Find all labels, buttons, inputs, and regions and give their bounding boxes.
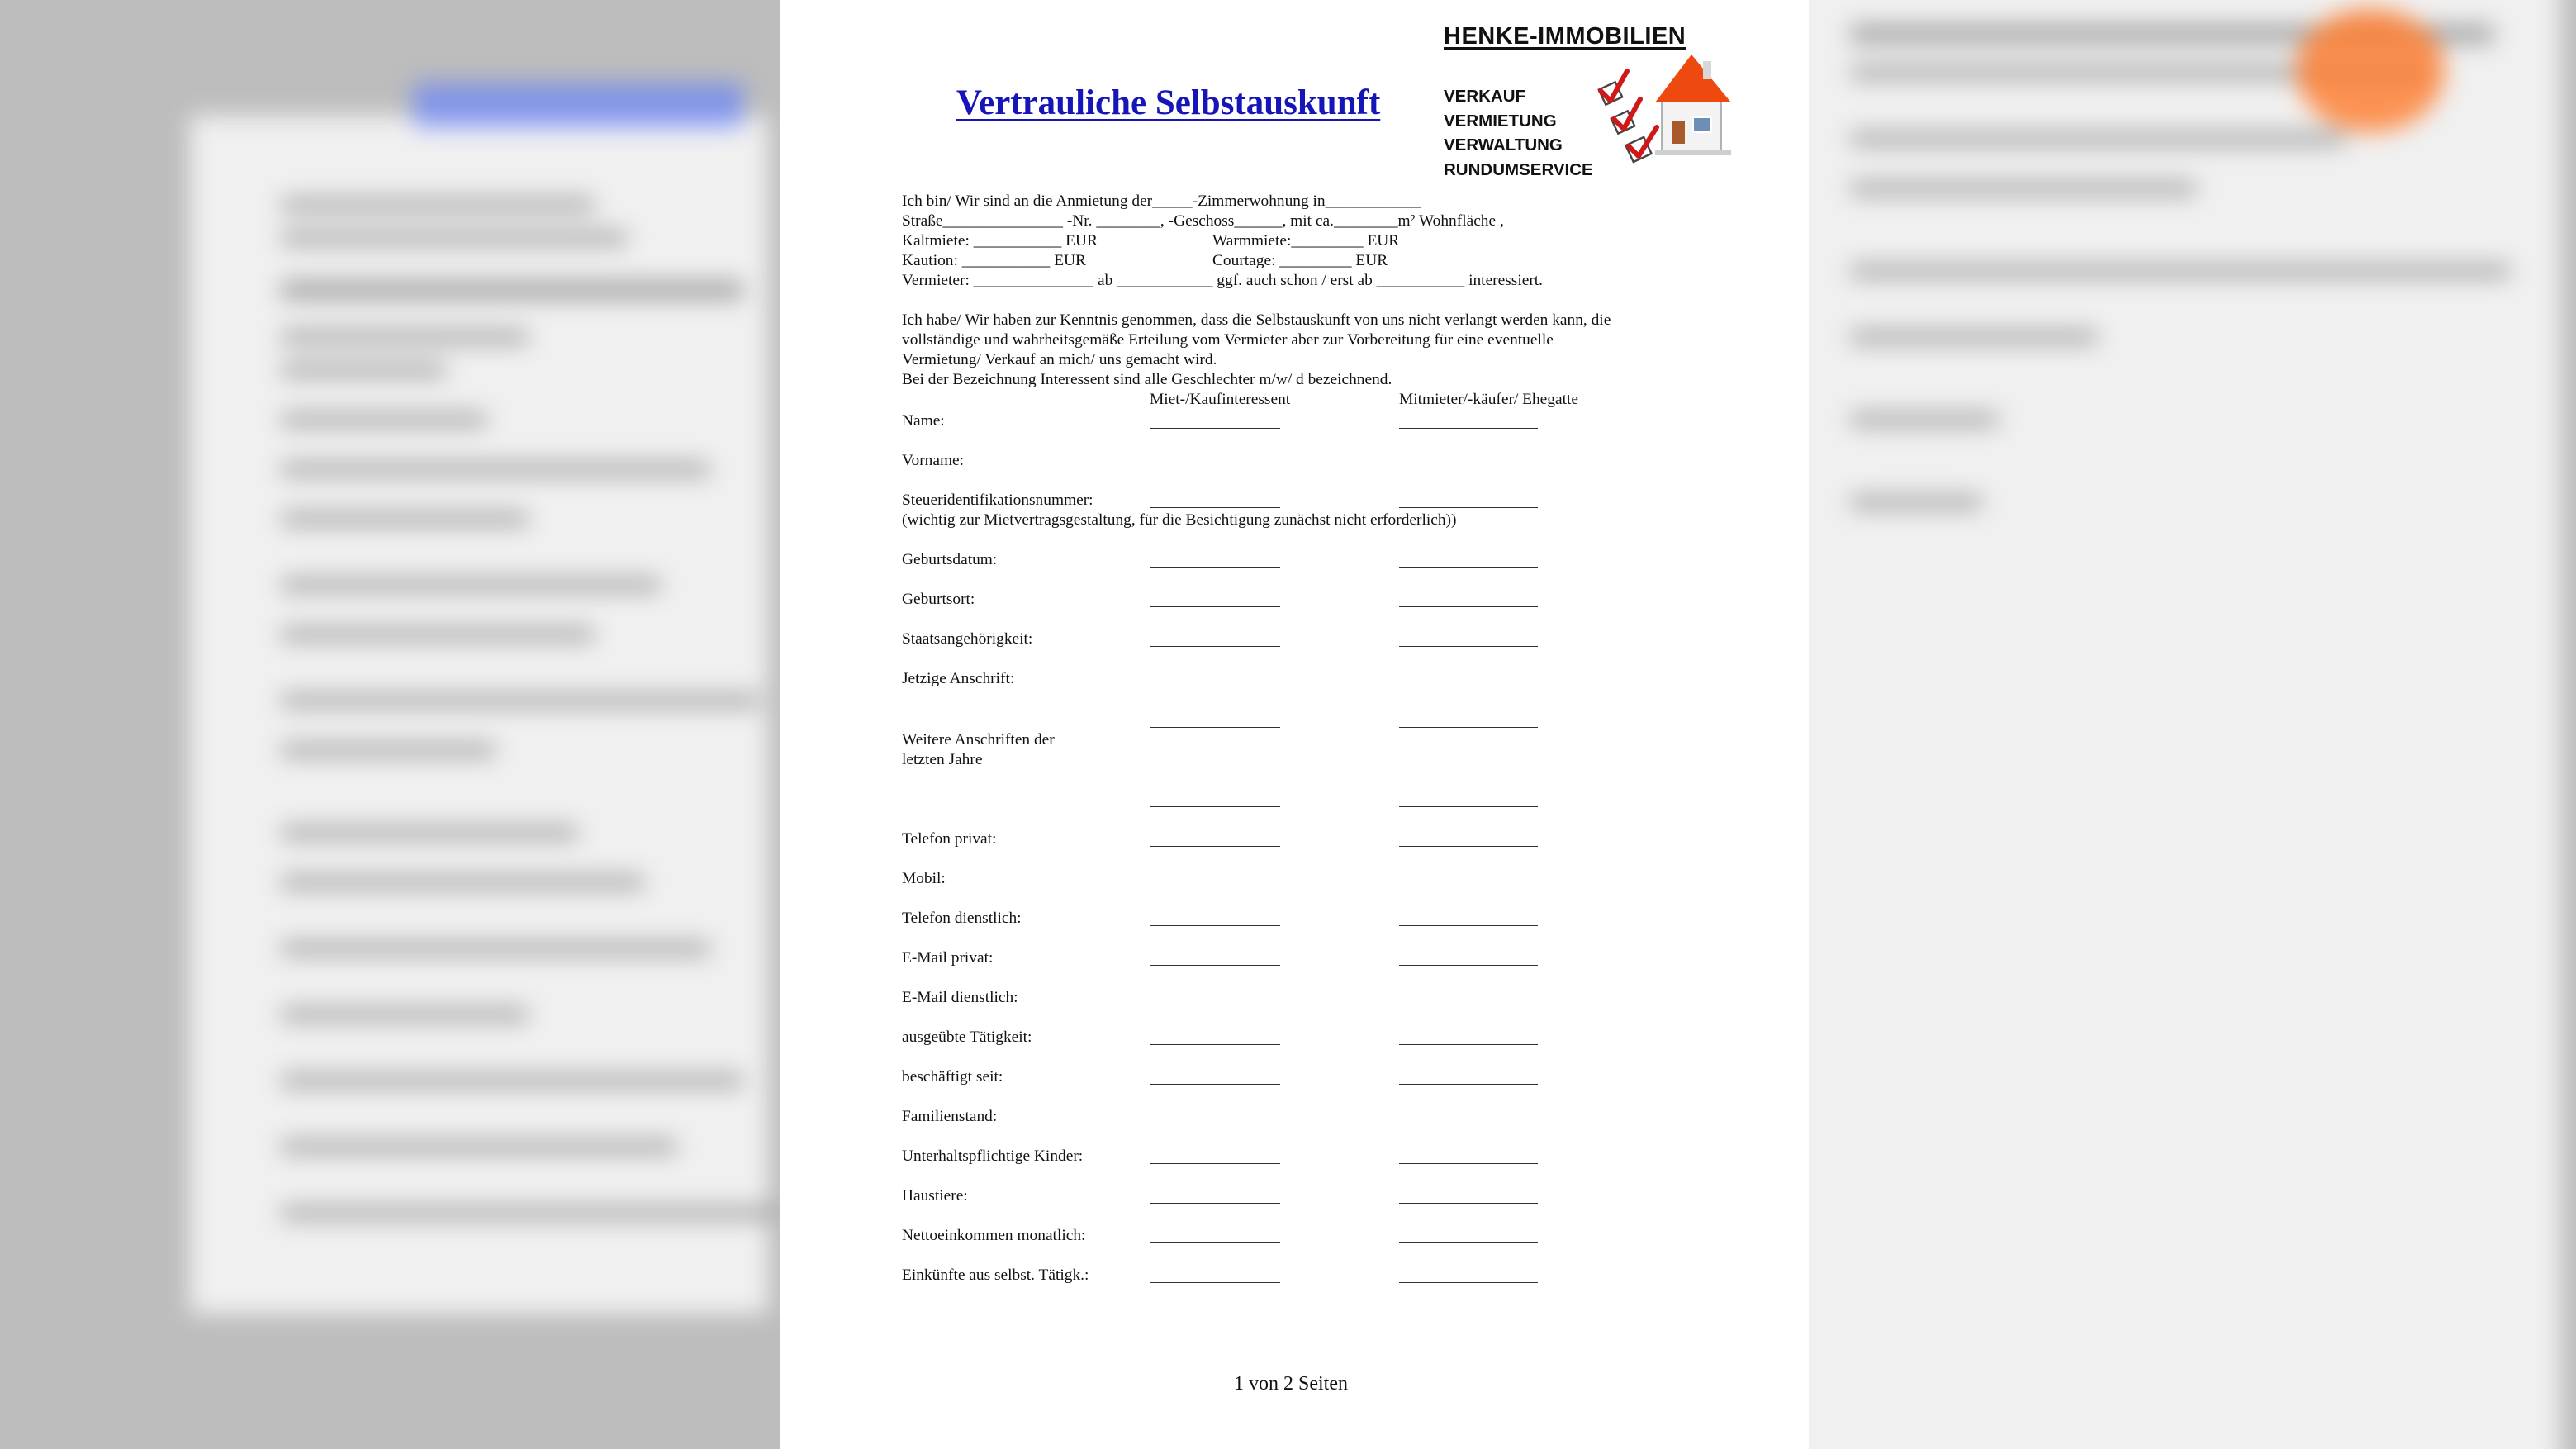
field-label: Unterhaltspflichtige Kinder: [902, 1147, 1084, 1165]
co-applicant-input-line[interactable] [1399, 1163, 1538, 1164]
intro-line: Warmmiete:_________ EUR [1212, 232, 1400, 249]
consent-line: Bei der Bezeichnung Interessent sind alle Geschlechter m/w/ d bezeichnend. [902, 371, 1392, 388]
field-label: Nettoeinkommen monatlich: [902, 1227, 1086, 1244]
co-applicant-input-line[interactable] [1399, 1203, 1538, 1204]
applicant-input-line[interactable] [1150, 1203, 1280, 1204]
previous-address-label: letzten Jahre [902, 751, 983, 768]
service-item: VERMIETUNG [1444, 111, 1557, 131]
field-label: ausgeübte Tätigkeit: [902, 1029, 1032, 1046]
applicant-input-line[interactable] [1150, 727, 1280, 728]
column-header-applicant: Miet-/Kaufinteressent [1150, 391, 1291, 408]
applicant-input-line[interactable] [1150, 1044, 1280, 1045]
column-header-co-applicant: Mitmieter/-käufer/ Ehegatte [1399, 391, 1578, 408]
co-applicant-input-line[interactable] [1399, 1282, 1538, 1283]
co-applicant-input-line[interactable] [1399, 646, 1538, 647]
field-label: E-Mail dienstlich: [902, 989, 1018, 1006]
intro-line: Kaltmiete: ___________ EUR [902, 232, 1098, 249]
consent-line: Ich habe/ Wir haben zur Kenntnis genommen, dass die Selbstauskunft von uns nicht verlangt werden kann, die [902, 311, 1611, 329]
document-page [780, 0, 1809, 1449]
field-label: Steueridentifikationsnummer: [902, 492, 1093, 509]
service-item: VERKAUF [1444, 87, 1526, 106]
applicant-input-line[interactable] [1150, 428, 1280, 429]
applicant-input-line[interactable] [1150, 646, 1280, 647]
applicant-input-line[interactable] [1150, 1242, 1280, 1243]
tax-id-note: (wichtig zur Mietvertragsgestaltung, für die Besichtigung zunächst nicht erforderlich)) [902, 511, 1457, 529]
co-applicant-input-line[interactable] [1399, 846, 1538, 847]
service-item: VERWALTUNG [1444, 135, 1563, 154]
co-applicant-input-line[interactable] [1399, 567, 1538, 568]
applicant-input-line[interactable] [1150, 1084, 1280, 1085]
field-label: Geburtsdatum: [902, 551, 998, 568]
co-applicant-input-line[interactable] [1399, 1084, 1538, 1085]
field-label: Mobil: [902, 870, 946, 887]
brand-name: HENKE-IMMOBILIEN [1444, 23, 1686, 50]
field-label: Einkünfte aus selbst. Tätigk.: [902, 1266, 1089, 1284]
applicant-input-line[interactable] [1150, 507, 1280, 508]
field-label: Haustiere: [902, 1187, 968, 1204]
co-applicant-input-line[interactable] [1399, 428, 1538, 429]
previous-address-label: Weitere Anschriften der [902, 731, 1055, 748]
co-applicant-input-line[interactable] [1399, 727, 1538, 728]
applicant-input-line[interactable] [1150, 846, 1280, 847]
co-applicant-input-line[interactable] [1399, 965, 1538, 966]
field-label: Familienstand: [902, 1108, 998, 1125]
co-applicant-input-line[interactable] [1399, 806, 1538, 807]
field-label: Jetzige Anschrift: [902, 670, 1015, 687]
intro-line: Vermieter: _______________ ab ____________ ggf. auch schon / erst ab ___________ interessiert. [902, 272, 1544, 289]
applicant-input-line[interactable] [1150, 1163, 1280, 1164]
field-label: Geburtsort: [902, 591, 975, 608]
co-applicant-input-line[interactable] [1399, 1044, 1538, 1045]
field-label: E-Mail privat: [902, 949, 994, 967]
page-number: 1 von 2 Seiten [1234, 1373, 1348, 1394]
intro-line: Courtage: _________ EUR [1212, 252, 1388, 269]
house-checklist-logo-icon [1589, 48, 1734, 178]
applicant-input-line[interactable] [1150, 965, 1280, 966]
field-label: beschäftigt seit: [902, 1068, 1003, 1086]
intro-line: Ich bin/ Wir sind an die Anmietung der_____-Zimmerwohnung in____________ [902, 192, 1421, 210]
co-applicant-input-line[interactable] [1399, 925, 1538, 926]
intro-line: Straße_______________ -Nr. ________, -Geschoss______, mit ca.________m² Wohnfläche , [902, 212, 1504, 230]
field-label: Telefon privat: [902, 830, 997, 848]
applicant-input-line[interactable] [1150, 925, 1280, 926]
intro-line: Kaution: ___________ EUR [902, 252, 1086, 269]
document-title: Vertrauliche Selbstauskunft [956, 83, 1381, 122]
applicant-input-line[interactable] [1150, 1282, 1280, 1283]
co-applicant-input-line[interactable] [1399, 606, 1538, 607]
field-label: Name: [902, 412, 945, 430]
service-list [1444, 84, 1593, 182]
applicant-input-line[interactable] [1150, 567, 1280, 568]
co-applicant-input-line[interactable] [1399, 1242, 1538, 1243]
field-label: Telefon dienstlich: [902, 910, 1022, 927]
consent-line: Vermietung/ Verkauf an mich/ uns gemacht wird. [902, 351, 1217, 368]
consent-line: vollständige und wahrheitsgemäße Erteilung vom Vermieter aber zur Vorbereitung für eine eventuelle [902, 331, 1554, 349]
field-label: Staatsangehörigkeit: [902, 630, 1033, 648]
applicant-input-line[interactable] [1150, 606, 1280, 607]
applicant-input-line[interactable] [1150, 806, 1280, 807]
co-applicant-input-line[interactable] [1399, 507, 1538, 508]
service-item: RUNDUMSERVICE [1444, 159, 1593, 179]
field-label: Vorname: [902, 452, 965, 469]
